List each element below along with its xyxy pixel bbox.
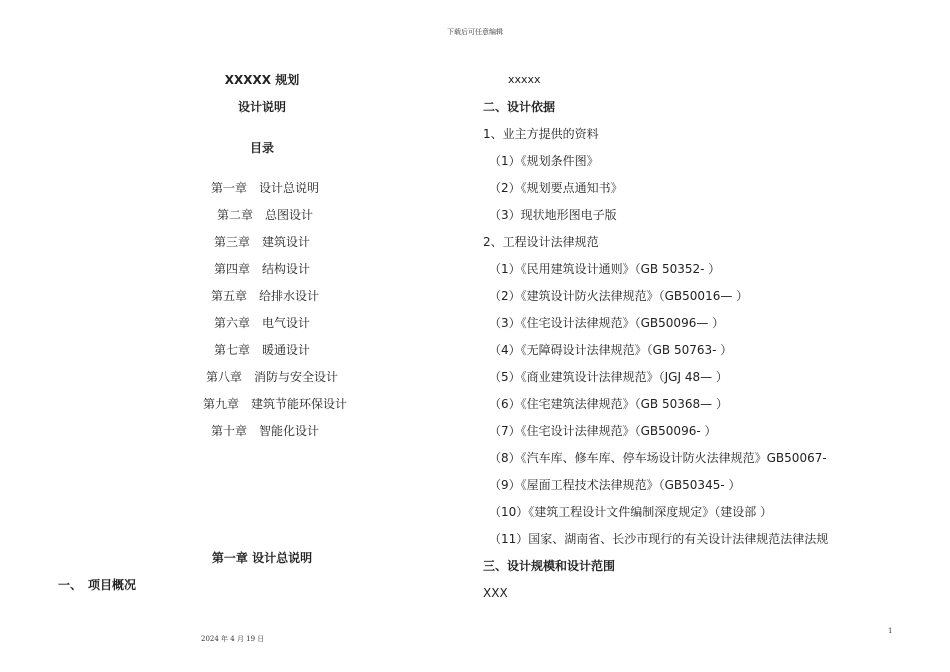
code-item: （8）《汽车库、修车库、停车场设计防火法律规范》GB50067- [489, 451, 827, 465]
toc-heading: 目录 [249, 141, 275, 155]
code-item: （1）《民用建筑设计通则》（GB 50352- ） [489, 262, 721, 276]
chapter1-heading: 第一章 设计总说明 [211, 551, 313, 565]
code-item: （9）《屋面工程技术法律规范》（GB50345- ） [489, 478, 741, 492]
code-item: （6）《住宅建筑法律规范》（GB 50368— ） [489, 397, 728, 411]
document-title: XXXXX 规划 [224, 73, 300, 87]
owner-doc-item: （2）《规划要点通知书》 [489, 181, 623, 195]
toc-item: 第八章 消防与安全设计 [205, 370, 339, 384]
header-note: 下载后可任意编辑 [447, 28, 503, 36]
section3-heading: 三、设计规模和设计范围 [483, 559, 616, 573]
toc-item: 第九章 建筑节能环保设计 [202, 397, 348, 411]
code-item: （2）《建筑设计防火法律规范》（GB50016— ） [489, 289, 749, 303]
section3-text: XXX [483, 586, 508, 600]
section1-heading: 一、 项目概况 [58, 578, 137, 592]
code-item: （7）《住宅设计法律规范》（GB50096- ） [489, 424, 717, 438]
code-item: （10）《建筑工程设计文件编制深度规定》（建设部 ） [489, 505, 773, 519]
code-item: （5）《商业建筑设计法律规范》（JGJ 48— ） [489, 370, 728, 384]
toc-item: 第六章 电气设计 [213, 316, 311, 330]
code-item: （4）《无障碍设计法律规范》（GB 50763- ） [489, 343, 733, 357]
owner-doc-item: （3）现状地形图电子版 [489, 208, 617, 222]
toc-item: 第五章 给排水设计 [210, 289, 320, 303]
footer-date: 2024 年 4 月 19 日 [201, 635, 265, 643]
owner-doc-item: （1）《规划条件图》 [489, 154, 599, 168]
code-item: （11）国家、湖南省、长沙市现行的有关设计法律规范法律法规 [489, 532, 829, 546]
toc-item: 第一章 设计总说明 [210, 181, 320, 195]
document-subtitle: 设计说明 [237, 100, 287, 114]
toc-item: 第四章 结构设计 [213, 262, 311, 276]
code-item: （3）《住宅设计法律规范》（GB50096— ） [489, 316, 725, 330]
toc-item: 第十章 智能化设计 [210, 424, 320, 438]
section2-heading: 二、设计依据 [483, 100, 556, 114]
top-text: xxxxx [508, 73, 541, 86]
toc-item: 第七章 暖通设计 [213, 343, 311, 357]
subsection-2: 2、工程设计法律规范 [483, 235, 599, 249]
toc-item: 第三章 建筑设计 [213, 235, 311, 249]
page-number: 1 [888, 627, 893, 635]
toc-item: 第二章 总图设计 [216, 208, 314, 222]
subsection-1: 1、业主方提供的资料 [483, 127, 599, 141]
